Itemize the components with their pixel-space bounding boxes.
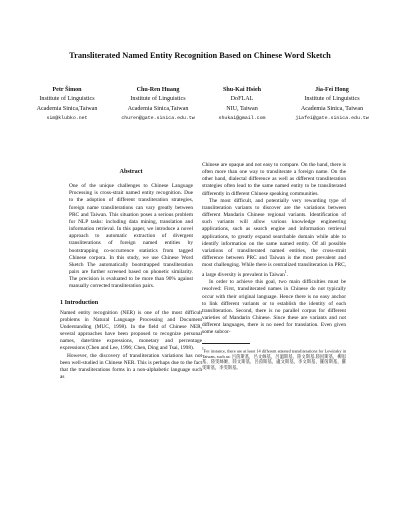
footnote-text: For instance, there are at least 14 different attested transliterations for Lewinsky in Taiwan, such as: 呂茵斯基，呂文絲基，呂溫斯基，陸文斯基,陸因斯基，柳思基，陸雯絲姬，陸文斯基，呂茵斯基，盧文斯基，李文斯基，羅茵斯基，羅雯斯基，李雯斯基。	[202, 347, 346, 370]
author-block	[113, 86, 203, 123]
author-affiliation: Institute of Linguistics	[39, 96, 95, 103]
author-org: Academia Sinica,Taiwan	[127, 105, 189, 112]
paragraph: The most difficult, and potentially very rewarding type of transliteration variants to discover are the variations between different Mandarin Chinese regional variants. Identification of such variants will allow various knowledge engineering applications, such as search engine and information retrieval applications, to greatly expand searchable domain while able to identify information on the same named entity. Of all possible variations of transliterated named entities, the cross-strait difference between PRC and Taiwan is the most prevalent and most challenging. While there is centralized transliteration in PRC, a large diversity is prevalent in Taiwan$^1$.	[202, 197, 346, 279]
left-column	[60, 168, 202, 381]
author-affiliation: Institute of Linguistics	[130, 96, 186, 103]
author-affiliation: DoFLAL	[230, 96, 254, 103]
abstract-body	[69, 183, 193, 290]
author-block	[197, 86, 287, 123]
right-column	[202, 162, 346, 370]
author-email: jiafei@gate.sinica.edu.tw	[295, 115, 369, 121]
author-org: Academia Sinica,Taiwan	[36, 105, 98, 112]
section-heading: 1 Introduction	[60, 298, 99, 306]
paragraph: Chinese are opaque and not easy to compare. On the hand, there is often more than one way to transliterate a foreign name. On the other hand, dialectal difference as well as different transliteration strategies often lead to the same named entity to be transliterated differently in different Chinese speaking communities.	[202, 162, 346, 197]
abstract-text: One of the unique challenges to Chinese Language Processing is cross-strait named entity recognition. Due to the adoption of different transliteration strategies, foreign name transliterations can vary greatly between PRC and Taiwan. This situation poses a serious problem for NLP tasks: including data mining, translation and information retrieval. In this paper, we introduce a novel approach to automatic extraction of divergent transliterations of foreign named entities by bootstrapping co-occurrence statistics from tagged Chinese corpora. In this study, we use Chinese Word Sketch The automatically bootstrapped transliteration pairs are further screened based on phonetic similarity. The precision is evaluated to be more than 90% against manually corrected transliteration pairs.	[69, 183, 193, 290]
author-name: Chu-Ren Huang	[136, 87, 180, 93]
author-email: churen@gate.sinica.edu.tw	[121, 115, 195, 121]
footnote-marker: 1	[284, 270, 287, 275]
paper-title: Transliterated Named Entity Recognition Based on Chinese Word Sketch	[69, 51, 331, 60]
author-block	[22, 86, 112, 123]
paragraph: In order to achieve this goal, two main difficulties must be resolved: First, transliterated names in Chinese do not typically occur with their original language. Hence there is no easy anchor to link different variants or to establish the identity of each transliteration. Second, there is no parallel corpus for different varieties of Mandarin Chinese. Since these are variants and not different languages, there is no need for translation. Even given some subcor-	[202, 279, 346, 336]
author-email: sim@klubko.net	[46, 115, 88, 121]
author-block	[287, 86, 377, 123]
paragraph: Named entity recognition (NER) is one of the most difficult problems in Natural Language Processing and Document Understanding (MUC, 1998). In the field of Chinese NER, several approaches have been proposed to recognize personal names, date/time expressions, monetary and percentage expressions (Chen and Lee, 1996; Chen, Ding and Tsai, 1998).	[60, 309, 202, 352]
paragraph-text: The most difficult, and potentially very rewarding type of transliteration variants to discover are the variations between different Mandarin Chinese regional variants. Identification of such variants will allow various knowledge engineering applications, such as search engine and information retrieval applications, to greatly expand searchable domain while able to identify information on the same named entity. Of all possible variations of transliterated named entities, the cross-strait difference between PRC and Taiwan is the most prevalent and most challenging. While there is centralized transliteration in PRC, a large diversity is prevalent in Taiwan	[202, 197, 346, 279]
author-name: Jia-Fei Hong	[315, 87, 349, 93]
paragraph: However, the discovery of transliteration variations has not been well-studied in Chinese NER. This is perhaps due to the fact that the transliterations forms in a non-alphabetic language such as	[60, 352, 202, 381]
author-org: NIU, Taiwan	[226, 105, 258, 112]
footnote-rule	[202, 343, 250, 344]
footnote-number: 1	[202, 346, 204, 351]
author-name: Petr Šimon	[52, 87, 82, 93]
author-name: Shu-Kai Hsieh	[222, 87, 262, 93]
author-org: Academia Sinica, Taiwan	[300, 105, 364, 112]
abstract-heading: Abstract	[119, 168, 143, 175]
author-affiliation: Institute of Linguistics	[304, 96, 360, 103]
footnote	[202, 347, 346, 371]
author-email: shukai@gmail.com	[218, 115, 266, 121]
